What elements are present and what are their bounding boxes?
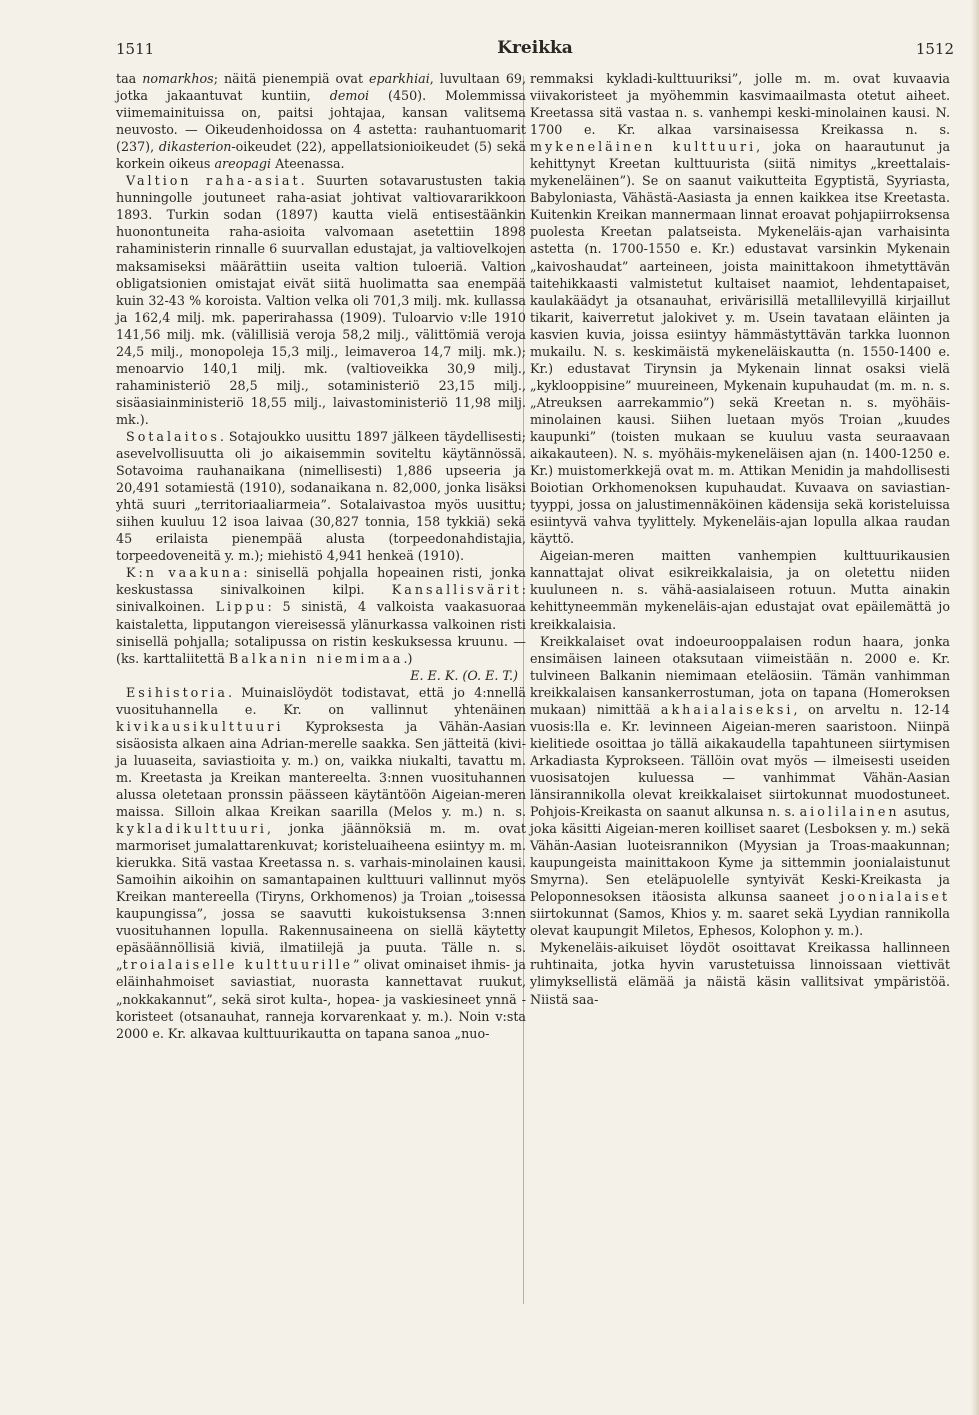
page-edge-shadow [971, 0, 979, 1415]
right-column [530, 70, 950, 1008]
paragraph-pre-greek: Aigeian-meren maitten vanhempien kulttuurikausien kannattajat olivat esikreikkalaisia, ja on oletettu niiden kuuluneen n. s. vähä-aasialaiseen rotuun. Mutta ainakin kehittyneemmän mykeneläis-ajan edustajat ovat epäilemättä jo kreikkalaisia. [530, 548, 950, 632]
paragraph-finances: Valtion raha-asiat. Suurten sotavarustusten takia hunningolle joutuneet raha-asiat johtivat valtiovararikkoon 1893. Turkin sodan (1897) kautta vielä entisestäänkin huonontuneita raha-asioita valvomaan asetettiin 1898 rahaministerin rinnalle 6 suurvallan edustajat, ja valtiovelkojen maksamiseksi määrättiin useita valtion tuloeriä. Valtion obligatsionien omistajat eivät siitä huolimatta saa enempää kuin 32-43 % koroista. Valtion velka oli 701,3 milj. mk. kullassa ja 162,4 milj. mk. paperirahassa (1909). Tuloarvio v:lle 1910 141,56 milj. mk. (välillisiä veroja 58,2 milj., välittömiä veroja 24,5 milj., monopoleja 15,3 milj., leimaveroa 14,7 milj. mk.); menoarvio 140,1 milj. mk. (valtioveikka 30,9 milj., rahaministeriö 28,5 milj., sotaministeriö 23,15 milj., sisäasiainministeriö 18,55 milj., laivastoministeriö 11,98 milj. mk.). [116, 173, 526, 427]
paragraph-greeks: Kreikkalaiset ovat indoeurooppalaisen rodun haara, jonka ensimäisen laineen otaksutaan viimeistään n. 2000 e. Kr. tulvineen Balkanin niemimaan eteläosiin. Tämän vanhimman kreikkalaisen kansankerrostuman, jota on tapana (Homeroksen mukaan) nimittää akhaialaiseksi, on arveltu n. 12-14 vuosis:lla e. Kr. levinneen Aigeian-meren saaristoon. Niinpä kielitiede osoittaa jo tällä aikakaudella tapahtuneen siirtymisen Arkadiasta Kyprokseen. Tällöin ovat myös — ilmeisesti useiden vuosisatojen kuluessa — vanhimmat Vähän-Aasian länsirannikolla olevat kreikkalaiset siirtokunnat muodostuneet. Pohjois-Kreikasta on saanut alkunsa n. s. aiolilainen asutus, joka käsitti Aigeian-meren koilliset saaret (Lesboksen y. m.) sekä Vähän-Aasian luoteisrannikon (Myysian ja Troas-maakunnan; kaupungeista mainittakoon Kyme ja sittemmin joonialaistunut Smyrna). Sen eteläpuolelle syntyivät Keski-Kreikasta ja Peloponnesoksen itäosista alkunsa saaneet joonialaiset siirtokunnat (Samos, Khios y. m. saaret sekä Lyydian rannikolla olevat kaupungit Miletos, Ephesos, Kolophon y. m.). [530, 633, 950, 939]
paragraph-prehistory: Esihistoria. Muinaislöydöt todistavat, että jo 4:nnellä vuosituhannella e. Kr. on vallinnut yhtenäinen kivikausikulttuuri Kyproksesta ja Vähän-Aasian sisäosista alkaen aina Adrian-merelle saakka. Sen jätteitä (kivi- ja luuaseita, saviastioita y. m.) on, vaikka niukalti, tavattu m. m. Kreetasta ja Kreikan mantereelta. 3:nnen vuosituhannen alussa oletetaan pronssin päässeen käytäntöön Aigeian-meren maissa. Silloin alkaa Kreikan saarilla (Melos y. m.) n. s. kykladikulttuuri, jonka jäännöksiä m. m. ovat marmoriset jumalattarenkuvat; koristeluaiheena esiintyy m. m. kierukka. Sitä vastaa Kreetassa n. s. varhais-minolainen kausi. Samoihin aikoihin on samantapainen kulttuuri vallinnut myös Kreikan mantereella (Tiryns, Orkhomenos) ja Troian „toisessa kaupungissa”, jossa se saavutti kukoistuksensa 3:nnen vuosituhannen lopulla. Rakennusaineena on siellä käytetty epäsäännöllisiä kiviä, ilmatiilejä ja puuta. Tälle n. s. „troialaiselle kulttuurille” olivat ominaiset ihmis- ja eläinhahmoiset saviastiat, nuorasta kannettavat ruukut, „nokkakannut”, sekä sirot kulta-, hopea- ja vaskiesineet ynnä -koristeet (otsanauhat, ranneja korvarenkaat y. m.). Noin v:sta 2000 e. Kr. alkavaa kulttuurikautta on tapana sanoa „nuo- [116, 684, 526, 1041]
paragraph-mycenaean-finds: Mykeneläis-aikuiset löydöt osoittavat Kreikassa hallinneen ruhtinaita, jotka hyvin varustetuissa linnoissaan viettivät ylimyksellistä elämää ja näistä käsin vallitsivat ympäristöä. Niistä saa- [530, 940, 950, 1007]
section-heading-coat-of-arms: K:n vaakuna [126, 565, 244, 581]
section-heading-prehistory: Esihistoria [126, 684, 228, 700]
left-column [116, 70, 526, 1042]
author-signature: E. E. K. (O. E. T.) [410, 667, 518, 683]
page-number-right: 1512 [915, 40, 954, 58]
paragraph-military: Sotalaitos. Sotajoukko uusittu 1897 jälkeen täydellisesti; asevelvollisuutta oli jo aikaisemmin soviteltu käytännössä. Sotavoima rauhanaikana (nimellisesti) 1,886 upseeria ja 20,491 sotamiestä (1910), sodanaikana n. 82,000, jonka lisäksi yhtä suuri „territoriaaliarmeia”. Sotalaivastoa myös uusittu; siihen kuuluu 12 isoa laivaa (30,827 tonnia, 158 tykkiä) sekä 45 erilaista pienempää alusta (torpeedonahdistajia, torpeedoveneitä y. m.); miehistö 4,941 henkeä (1910). [116, 428, 526, 564]
page-number-left: 1511 [116, 40, 155, 58]
paragraph-administration: taa nomarkhos; näitä pienempiä ovat eparkhiai, luvultaan 69, jotka jakaantuvat kuntiin, demoi (450). Molemmissa viimemainituissa on, paitsi johtajaa, kansan valitsema neuvosto. — Oikeudenhoidossa on 4 astetta: rauhantuomarit (237), dikasterion-oikeudet (22), appellatsionioikeudet (5) sekä korkein oikeus areopagi Ateenassa. [116, 71, 527, 172]
paragraph-coat-of-arms: K:n vaakuna: sinisellä pohjalla hopeainen risti, jonka keskustassa sinivalkoinen kilpi. Kansallisvärit: sinivalkoinen. Lippu: 5 sinistä, 4 valkoista vaakasuoraa kaistaletta, lipputangon viereisessä ylänurkassa valkoinen risti sinisellä pohjalla; sotalipussa on ristin keskuksessa kruunu. — (ks. karttaliitettä Balkanin niemimaa.) E. E. K. (O. E. T.) [116, 565, 527, 683]
section-heading-flag: Lippu [215, 599, 268, 615]
running-title: Kreikka [497, 38, 573, 58]
page-header [116, 40, 954, 64]
section-heading-finances: Valtion raha-asiat [126, 173, 301, 189]
section-heading-national-colors: Kansallisvärit [391, 582, 522, 598]
section-heading-military: Sotalaitos [126, 428, 220, 444]
paragraph-mycenaean: remmaksi kykladi-kulttuuriksi”, jolle m. m. ovat kuvaavia viivakoristeet ja myöhemmin kasvimaailmasta otetut aiheet. Kreetassa sitä vastaa n. s. vanhempi keski-minolainen kausi. N. 1700 e. Kr. alkaa varsinaisessa Kreikassa n. s. mykeneläinen kulttuuri, joka on haarautunut ja kehittynyt Kreetan kulttuurista (siitä nimitys „kreettalais-mykeneläinen”). Se on saanut vaikutteita Egyptistä, Syyriasta, Babyloniasta, Vähästä-Aasiasta ja ennen kaikkea itse Kreetasta. Kuitenkin Kreikan mannermaan linnat eroavat pohjapiirroksensa puolesta Kreetan palatseista. Mykeneläis-ajan varhaisinta astetta (n. 1700-1550 e. Kr.) edustavat varsinkin Mykenain „kaivoshaudat” aarteineen, joista mainittakoon ihmetyttävän taitehikkaasti valmistetut kultaiset naamiot, lehdentapaiset, kaulakäädyt ja otsanauhat, erivärisillä metallilevyillä kirjaillut tikarit, kaiverretut jalokivet y. m. Usein tavataan eläinten ja kasvien kuvia, joissa esiintyy hämmästyttävän tarkka luonnon mukailu. N. s. keskimäistä mykeneläiskautta (n. 1550-1400 e. Kr.) edustavat Tirynsin ja Mykenain linnat osaksi vielä „kyklooppisine” muureineen, Mykenain kupuhaudat (m. m. n. s. „Atreuksen aarrekammio”) sekä Kreetan n. s. myöhäis-minolainen kausi. Siihen luetaan myös Troian „kuudes kaupunki” (toisten mukaan se kuuluu vasta seuraavaan aikakauteen). N. s. myöhäis-mykeneläisen ajan (n. 1400-1250 e. Kr.) muistomerkkejä ovat m. m. Attikan Menidin ja mahdollisesti Boiotian Orkhomenoksen kupuhaudat. Kuvaava on saviastian-tyyppi, jossa on jalustimennäköinen kädensija sekä koristeluissa esiintyvä vahva tyylittely. Mykeneläis-ajan lopulla alkaa raudan käyttö. [530, 71, 951, 547]
